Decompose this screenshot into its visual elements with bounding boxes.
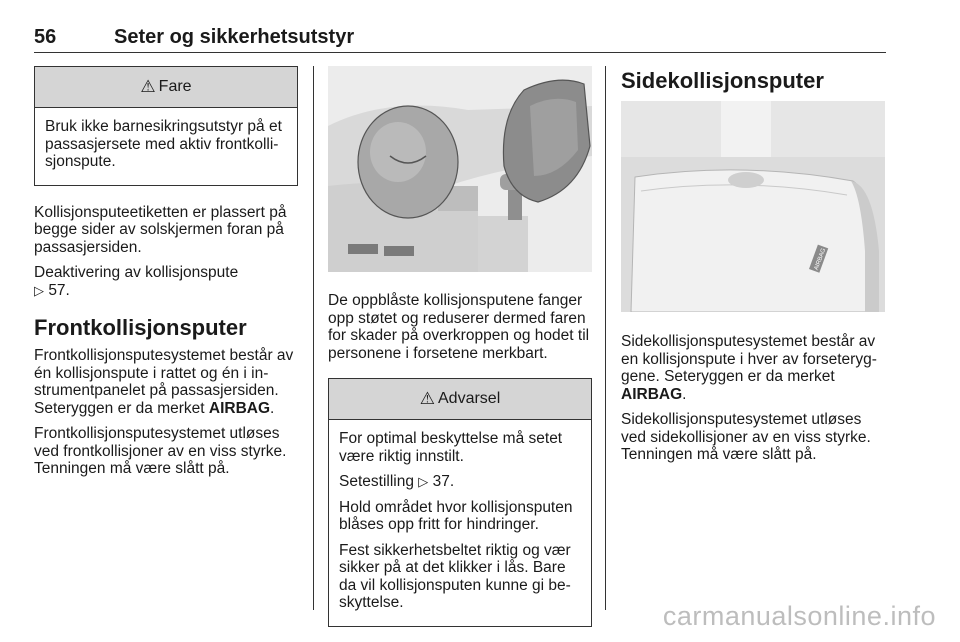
- danger-box-text: Bruk ikke barnesikringsutstyr på et passasjersete med aktiv frontkolli-sjonspute.: [45, 118, 282, 170]
- left-column: [34, 66, 298, 486]
- page-reference-arrow-icon: ▷: [418, 474, 429, 489]
- right-column: [621, 66, 885, 100]
- airbag-caption: De oppblåste kollisjonsputene fanger opp støtet og reduserer dermed faren for skader på overkroppen og hodet til personene i forsetene merkbart.: [328, 292, 590, 362]
- airbag-marking: AIRBAG: [621, 385, 683, 403]
- column-divider: [605, 66, 606, 610]
- danger-box: [34, 66, 298, 186]
- front-airbags-text: Frontkollisjonsputesystemet består av én kollisjonspute i rattet og én i in-strumentpanelet på passasjersiden. Seteryggen er da merket: [34, 347, 294, 417]
- seat-image: [621, 101, 885, 312]
- front-airbags-image: [328, 66, 592, 272]
- danger-box-body: [35, 108, 297, 185]
- page-title: Seter og sikkerhetsutstyr: [114, 26, 355, 48]
- warning-triangle-icon: ⚠: [419, 389, 435, 409]
- right-column-text: [621, 333, 885, 472]
- front-airbags-illustration: [328, 66, 592, 272]
- warning-box: [328, 378, 592, 627]
- warning-box-body: [329, 420, 591, 626]
- front-airbags-heading: Frontkollisjonsputer: [34, 315, 247, 340]
- side-airbags-trigger-paragraph: Sidekollisjonsputesystemet utløses ved sidekollisjoner av en viss styrke. Tenningen må være slått på.: [621, 411, 871, 463]
- warning-box-title: Advarsel: [438, 390, 501, 408]
- page-reference-arrow-icon: ▷: [34, 282, 44, 298]
- front-airbags-paragraph: [34, 347, 298, 417]
- seat-position-text: Setestilling: [339, 473, 414, 490]
- warning-box-p4: Fest sikkerhetsbeltet riktig og vær sikker på at det klikker i lås. Bare da vil kollisjonsputen kunne gi be-skyttelse.: [339, 541, 571, 611]
- page-reference-link[interactable]: 57.: [48, 281, 70, 299]
- front-airbags-trigger-paragraph: Frontkollisjonsputesystemet utløses ved frontkollisjoner av en viss styrke. Tenningen må være slått på.: [34, 425, 287, 477]
- warning-triangle-icon: ⚠: [140, 77, 156, 97]
- danger-box-title: Fare: [158, 78, 192, 96]
- sentence-end: .: [270, 399, 275, 417]
- side-airbag-illustration: [621, 101, 885, 312]
- column-divider: [313, 66, 314, 610]
- page-number: 56: [34, 26, 57, 48]
- side-airbags-paragraph: [621, 333, 885, 403]
- watermark: carmanualsonline.info: [662, 601, 936, 631]
- warning-box-p3: Hold området hvor kollisjonsputen blåses opp fritt for hindringer.: [339, 498, 573, 533]
- page-header: [34, 26, 886, 53]
- warning-box-header: [329, 379, 591, 420]
- middle-column: [328, 292, 592, 627]
- seat-airbag-label: AIRBAG: [813, 247, 828, 272]
- warning-box-p2: [339, 473, 581, 491]
- deactivation-text: Deaktivering av kollisjonspute: [34, 264, 239, 281]
- page-reference-link[interactable]: 37.: [432, 473, 455, 490]
- danger-box-header: [35, 67, 297, 108]
- side-airbags-heading: Sidekollisjonsputer: [621, 68, 824, 93]
- deactivation-paragraph: [34, 264, 298, 299]
- warning-box-p1: For optimal beskyttelse må setet være riktig innstilt.: [339, 430, 563, 465]
- side-airbags-text: Sidekollisjonsputesystemet består av en kollisjonspute i hver av forseteryg-gene. Seteryggen er da merket: [621, 333, 877, 385]
- airbag-marking: AIRBAG: [208, 399, 271, 417]
- sentence-end: .: [682, 385, 687, 403]
- label-location-paragraph: Kollisjonsputeetiketten er plassert på begge sider av solskjermen foran på passasjersiden.: [34, 203, 287, 256]
